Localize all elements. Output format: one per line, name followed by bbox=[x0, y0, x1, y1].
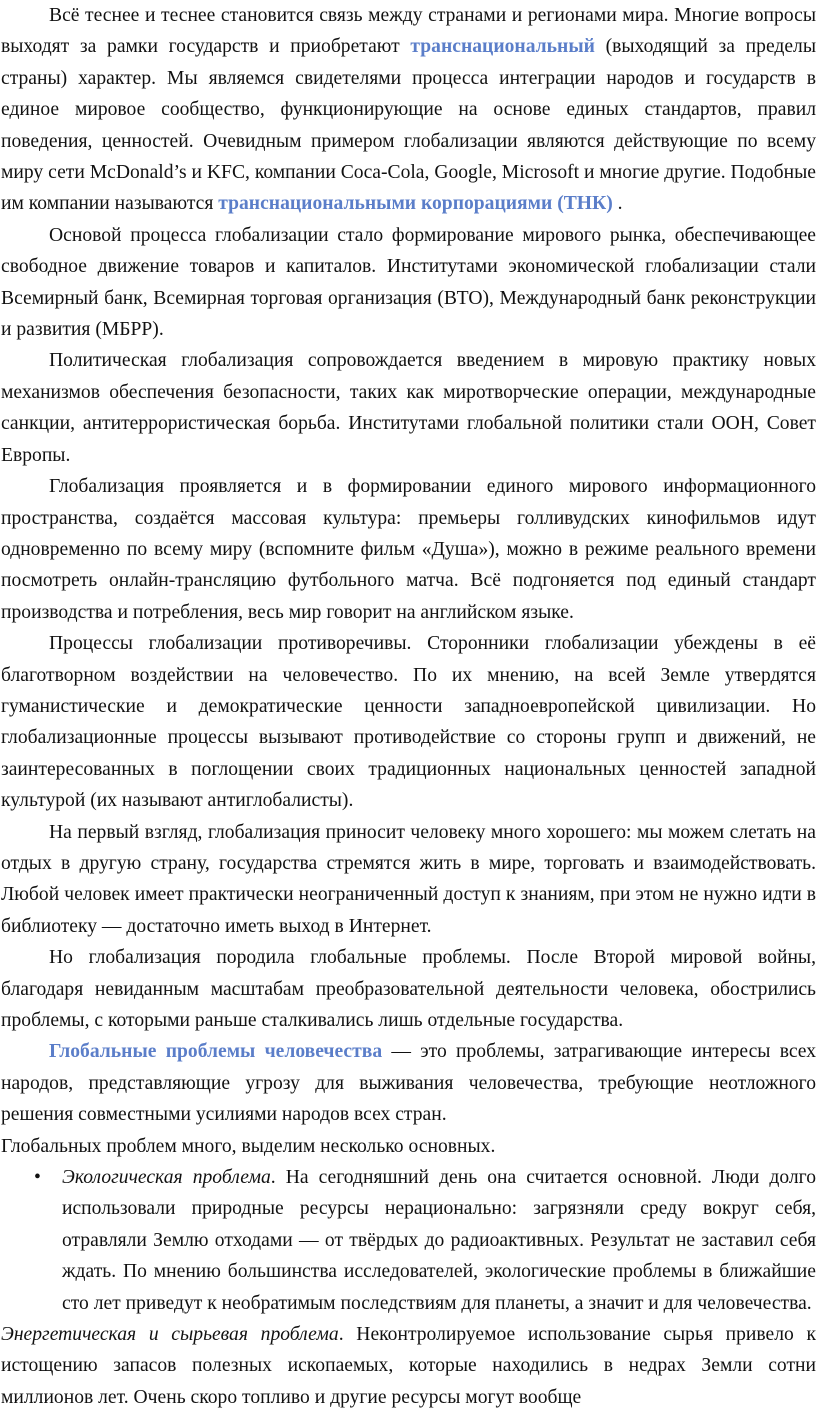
paragraph-information-space: Глобализация проявляется и в формировании единого мирового информационного пространства, создаётся массовая культура: премьеры голливудских кинофильмов идут одновременно по всему миру (вспомните фильм «Душа»), можно в режиме реального времени посмотреть онлайн-трансляцию футбольного матча. Всё подгоняется под единый стандарт производства и потребления, весь мир говорит на английском языке. bbox=[1, 476, 816, 623]
intro-text-start: Всё теснее и теснее становится связь между странами и регионами мира. Многие вопросы выходят за рамки государств и приобретают bbox=[1, 5, 816, 58]
bullet-icon: • bbox=[34, 1167, 41, 1189]
list-item-ecological-problem bbox=[1, 1162, 816, 1319]
paragraph-main-problems-intro: Глобальных проблем много, выделим несколько основных. bbox=[1, 1135, 496, 1157]
energy-problem-title: Энергетическая и сырьевая проблема bbox=[1, 1324, 339, 1346]
term-global-problems: Глобальные проблемы человечества bbox=[49, 1041, 383, 1063]
intro-text-end: . bbox=[612, 193, 623, 215]
paragraph-political-globalization: Политическая глобализация сопровождается введением в мировую практику новых механизмов обеспечения безопасности, таких как миротворческие операции, международные санкции, антитеррористическая борьба. Институтами глобальной политики стали ООН, Совет Европы. bbox=[1, 350, 816, 466]
paragraph-global-problems-definition bbox=[1, 1036, 816, 1130]
paragraph-global-problems-origin: Но глобализация породила глобальные проблемы. После Второй мировой войны, благодаря невиданным масштабам преобразовательной деятельности человека, обострились проблемы, с которыми раньше сталкивались лишь отдельные государства. bbox=[1, 947, 816, 1031]
paragraph-economic-globalization: Основой процесса глобализации стало формирование мирового рынка, обеспечивающее свободное движение товаров и капиталов. Институтами экономической глобализации стали Всемирный банк, Всемирная торговая организация (ВТО), Международный банк реконструкции и развития (МБРР). bbox=[1, 224, 816, 341]
paragraph-energy-problem bbox=[1, 1319, 816, 1413]
term-tnc: транснациональными корпорациями (ТНК) bbox=[218, 193, 613, 215]
energy-problem-text: . Неконтролируемое использование сырья привело к истощению запасов полезных ископаемых, которые находились в недрах Земли сотни миллионов лет. Очень скоро топливо и другие ресурсы могут вообще bbox=[1, 1324, 816, 1408]
paragraph-benefits: На первый взгляд, глобализация приносит человеку много хорошего: мы можем слетать на отдых в другую страну, государства стремятся жить в мире, торговать и взаимодействовать. Любой человек имеет практически неограниченный доступ к знаниям, при этом не нужно идти в библиотеку — достаточно иметь выход в Интернет. bbox=[1, 821, 816, 937]
term-transnational: транснациональный bbox=[410, 36, 595, 58]
paragraph-contradictions: Процессы глобализации противоречивы. Сторонники глобализации убеждены в её благотворном воздействии на человечество. По их мнению, на всей Земле утвердятся гуманистические и демократические ценности западноевропейской цивилизации. Но глобализационные процессы вызывают противодействие со стороны групп и движений, не заинтересованных в поглощении своих традиционных национальных ценностей западной культурой (их называют антиглобалисты). bbox=[1, 633, 816, 812]
paragraph-globalization-intro bbox=[1, 0, 816, 220]
definition-text: — это проблемы, затрагивающие интересы всех народов, представляющие угрозу для выживания человечества, требующие неотложного решения совместными усилиями народов всех стран. bbox=[1, 1041, 816, 1126]
ecological-problem-text: . На сегодняшний день она считается основной. Люди долго использовали природные ресурсы нерационально: загрязняли среду вокруг себя, отравляли Землю отходами — от твёрдых до радиоактивных. Результат не заставил себя ждать. По мнению большинства исследователей, экологические проблемы в ближайшие сто лет приведут к необратимым последствиям для планеты, а значит и для человечества. bbox=[62, 1167, 816, 1314]
problem-list bbox=[1, 1162, 816, 1319]
ecological-problem-title: Экологическая проблема bbox=[62, 1167, 271, 1189]
intro-text-middle: (выходящий за пределы страны) характер. Мы являемся свидетелями процесса интеграции народов и государств в единое мировое сообщество, функционирующие на основе единых стандартов, правил поведения, ценностей. Очевидным примером глобализации являются действующие по всему миру сети McDonald’s и KFC, компании Coca-Cola, Google, Microsoft и многие другие. Подобные им компании называются bbox=[1, 36, 816, 215]
